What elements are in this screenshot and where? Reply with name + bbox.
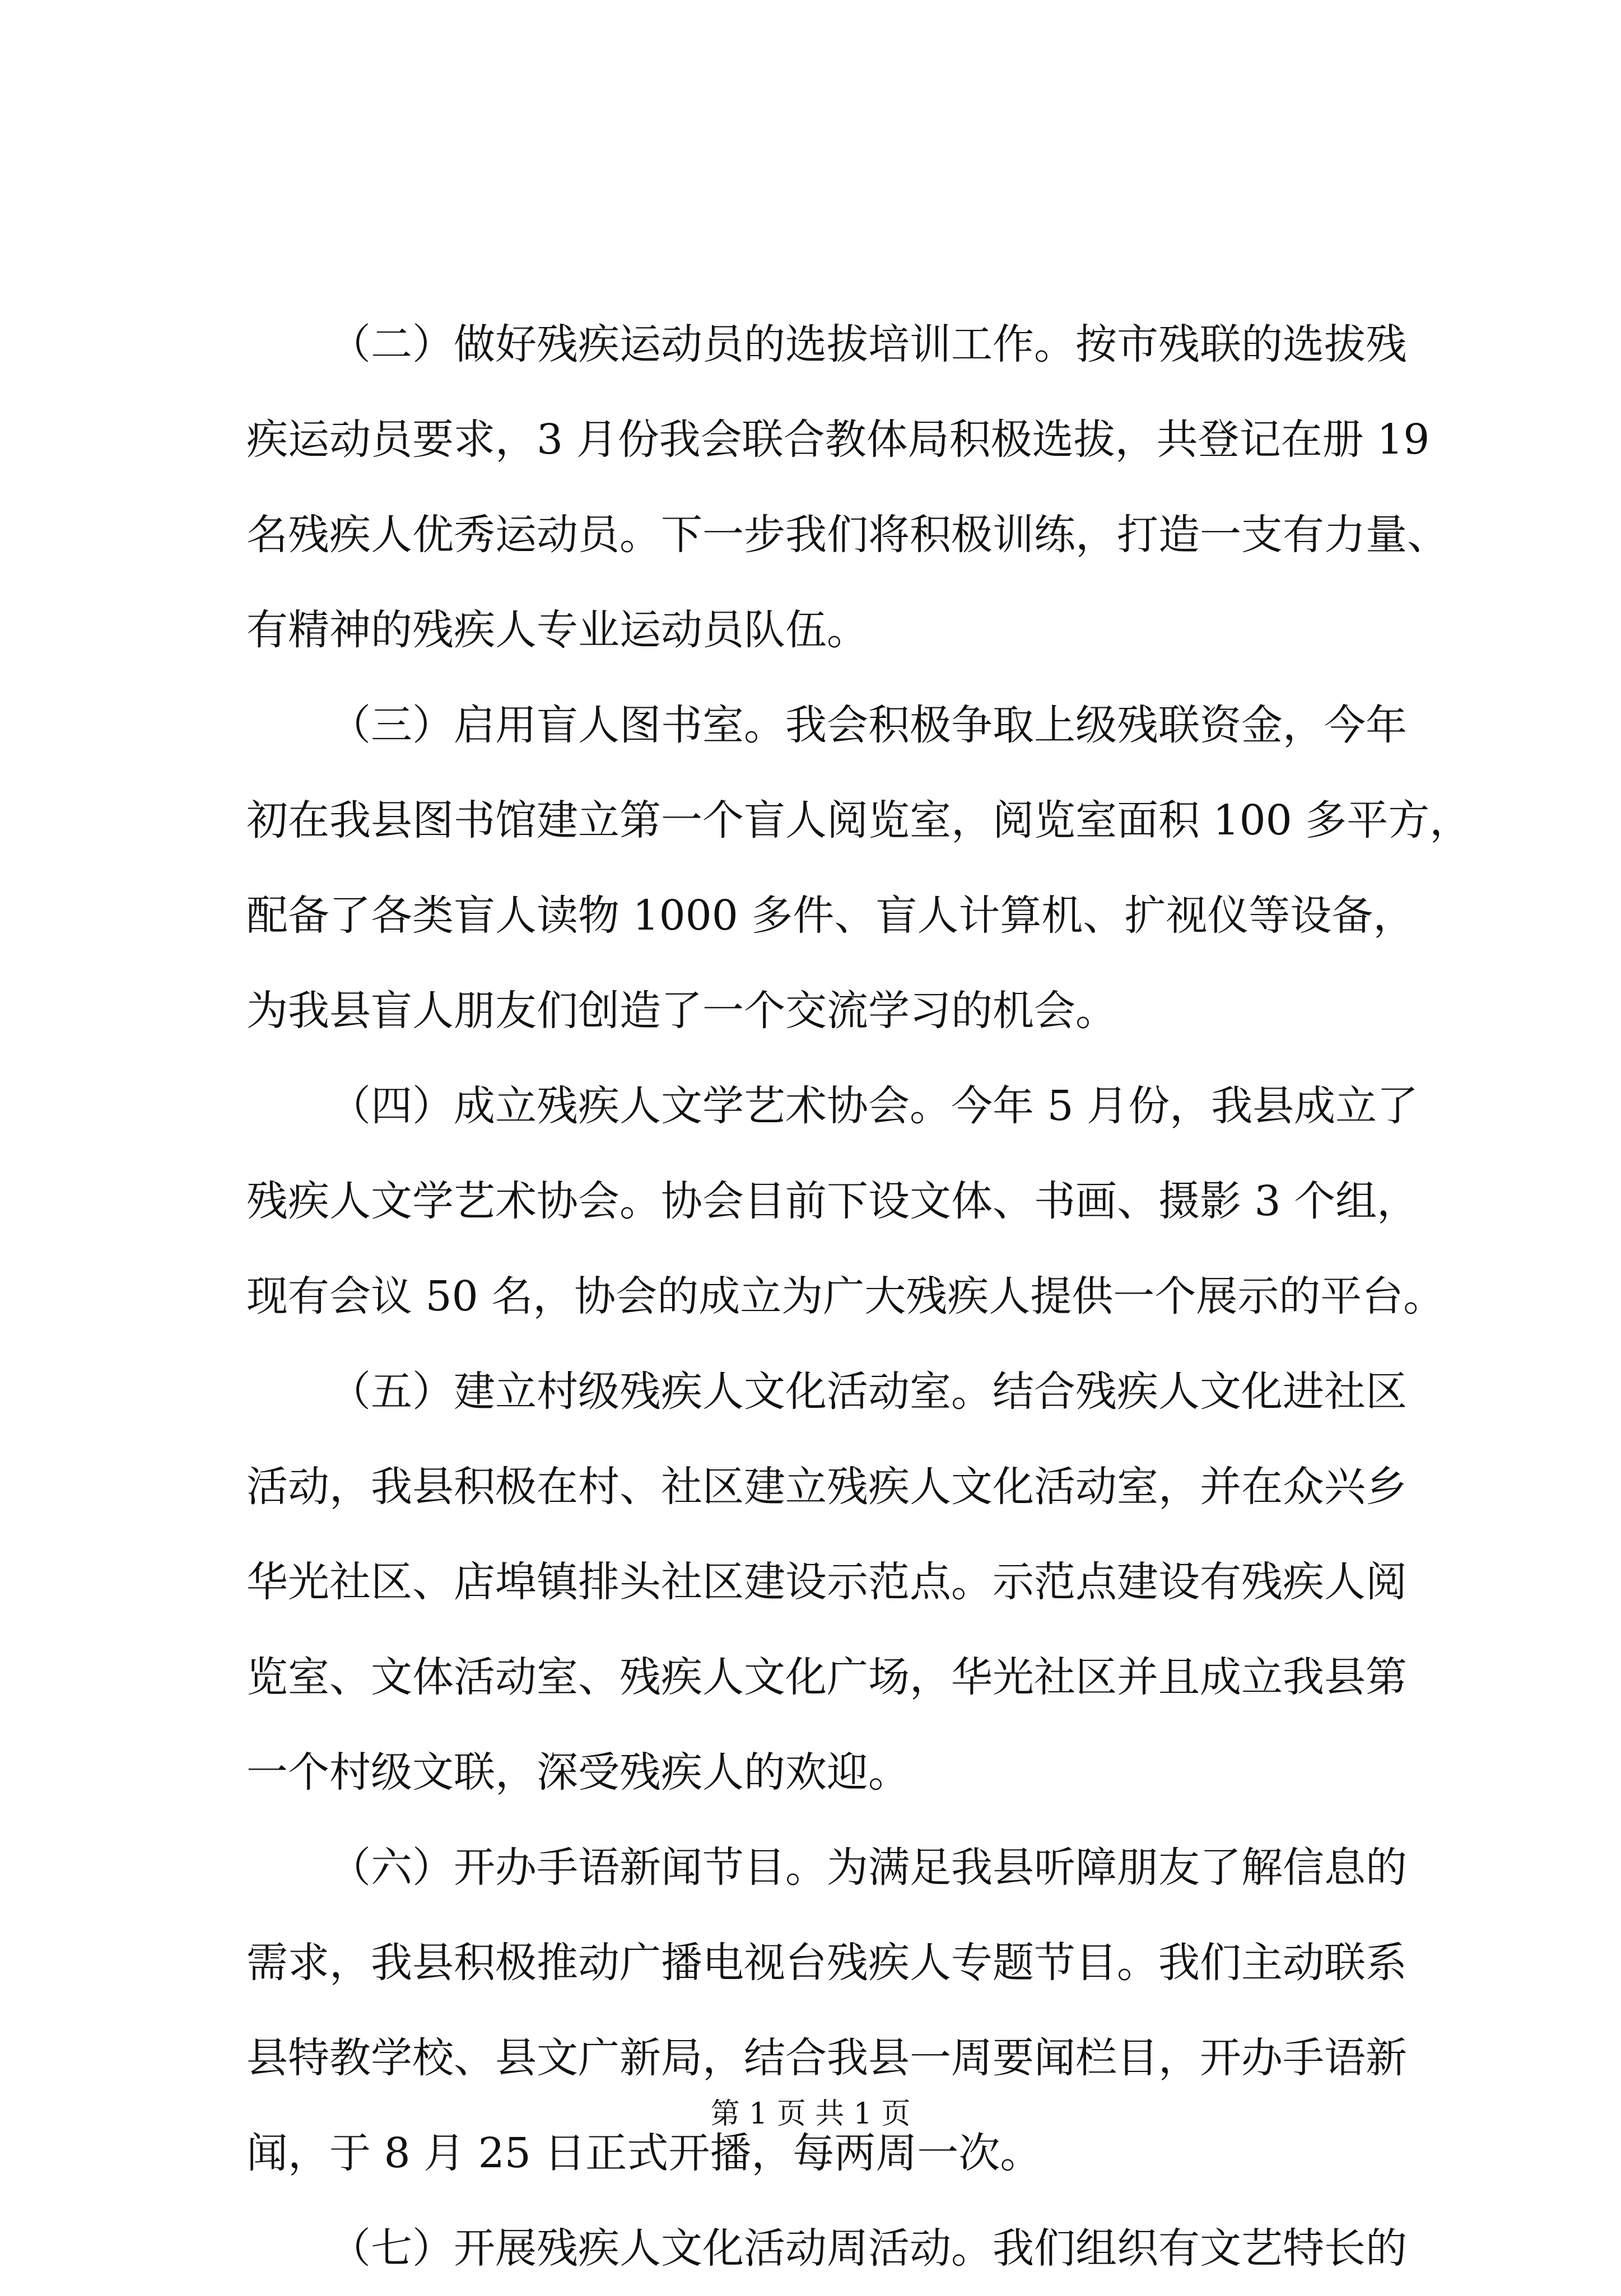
text-line: 为我县盲人朋友们创造了一个交流学习的机会。 xyxy=(246,987,1117,1035)
text-line: 配备了各类盲人读物 1000 多件、盲人计算机、扩视仪等设备， xyxy=(246,892,1415,940)
text-line: （七）开展残疾人文化活动周活动。我们组织有文艺特长的 xyxy=(329,2224,1407,2272)
text-line: 一个村级文联，深受残疾人的欢迎。 xyxy=(246,1748,910,1796)
text-line: 疾运动员要求，3 月份我会联合教体局积极选拔，共登记在册 19 xyxy=(246,416,1430,464)
page-number-label: 第 1 页 共 1 页 xyxy=(710,2097,911,2131)
text-line: （三）启用盲人图书室。我会积极争取上级残联资金，今年 xyxy=(329,701,1407,749)
text-line: 闻，于 8 月 25 日正式开播，每两周一次。 xyxy=(246,2129,1042,2177)
text-line: 览室、文体活动室、残疾人文化广场，华光社区并且成立我县第 xyxy=(246,1653,1407,1701)
text-line: 华光社区、店埠镇排头社区建设示范点。示范点建设有残疾人阅 xyxy=(246,1558,1407,1606)
text-line: 需求，我县积极推动广播电视台残疾人专题节目。我们主动联系 xyxy=(246,1939,1407,1987)
text-line: （六）开办手语新闻节目。为满足我县听障朋友了解信息的 xyxy=(329,1844,1407,1892)
document-body xyxy=(246,297,1471,2296)
text-line: 活动，我县积极在村、社区建立残疾人文化活动室，并在众兴乡 xyxy=(246,1463,1407,1511)
text-line: 有精神的残疾人专业运动员队伍。 xyxy=(246,606,868,654)
text-line: 县特教学校、县文广新局，结合我县一周要闻栏目，开办手语新 xyxy=(246,2034,1407,2082)
page-footer xyxy=(0,2094,1621,2134)
text-line: 现有会议 50 名，协会的成立为广大残疾人提供一个展示的平台。 xyxy=(246,1272,1445,1320)
text-line: （五）建立村级残疾人文化活动室。结合残疾人文化进社区 xyxy=(329,1368,1407,1416)
text-line: （四）成立残疾人文学艺术协会。今年 5 月份，我县成立了 xyxy=(329,1082,1419,1130)
text-line: （二）做好残疾运动员的选拔培训工作。按市残联的选拔残 xyxy=(329,320,1407,368)
text-line: 初在我县图书馆建立第一个盲人阅览室，阅览室面积 100 多平方， xyxy=(246,796,1471,844)
text-line: 残疾人文学艺术协会。协会目前下设文体、书画、摄影 3 个组， xyxy=(246,1177,1419,1225)
text-line: 名残疾人优秀运动员。下一步我们将积极训练，打造一支有力量、 xyxy=(246,511,1448,559)
